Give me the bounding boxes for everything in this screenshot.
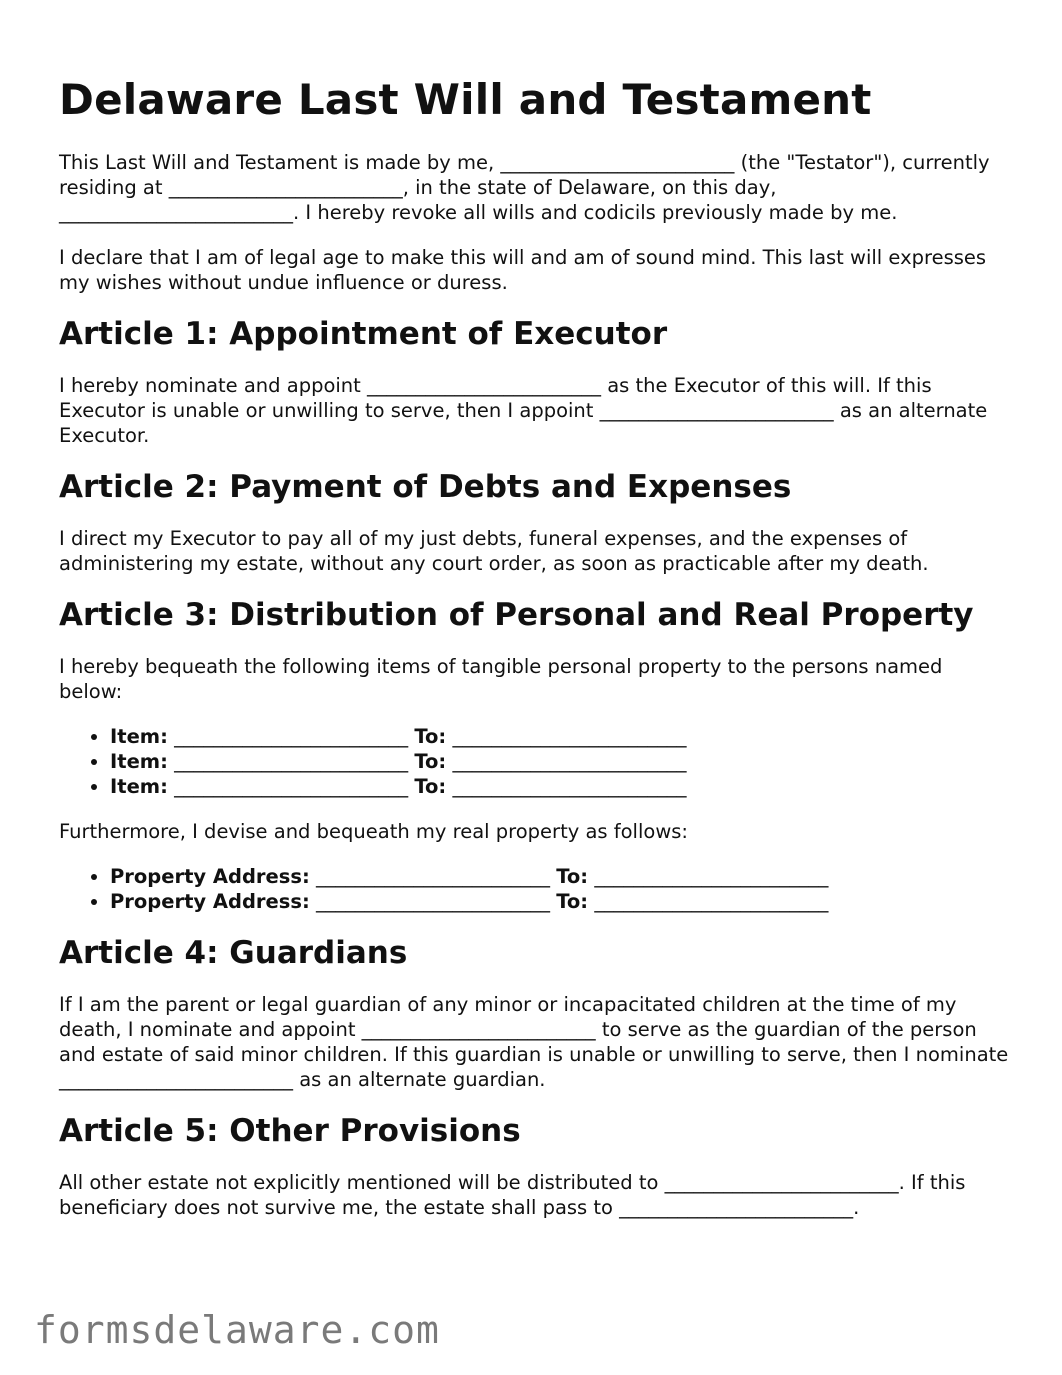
list-item xyxy=(110,774,1009,799)
item-blank: ________________________ xyxy=(174,775,409,798)
property-address-label: Property Address: xyxy=(110,890,310,913)
property-address-label: Property Address: xyxy=(110,865,310,888)
article-4-text: If I am the parent or legal guardian of any minor or incapacitated children at the time of my death, I nominate and appoint ________________________ to serve as the guardian of the person and estate of said minor children. If this guardian is unable or unwilling to serve, then I nominate ________________________ as an alternate guardian. xyxy=(59,993,1009,1091)
article-3-intro: I hereby bequeath the following items of tangible personal property to the persons named below: xyxy=(59,655,943,703)
to-label: To: xyxy=(414,725,447,748)
item-blank: ________________________ xyxy=(174,725,409,748)
personal-property-list xyxy=(59,724,1009,799)
article-4-heading: Article 4: Guardians xyxy=(59,935,408,971)
list-item xyxy=(110,889,1009,914)
address-blank: ________________________ xyxy=(316,890,550,913)
recipient-blank: ________________________ xyxy=(594,865,829,888)
item-label: Item: xyxy=(110,725,168,748)
item-label: Item: xyxy=(110,775,168,798)
intro-paragraph-1: This Last Will and Testament is made by me, ________________________ (the "Testator"), currently residing at ________________________, in the state of Delaware, on this day, ________________________. I hereby revoke all wills and codicils previously made by me. xyxy=(59,151,990,224)
item-label: Item: xyxy=(110,750,168,773)
article-2-text: I direct my Executor to pay all of my just debts, funeral expenses, and the expenses of administering my estate, without any court order, as soon as practicable after my death. xyxy=(59,527,929,575)
site-watermark: formsdelaware.com xyxy=(34,1308,440,1352)
to-label: To: xyxy=(556,890,589,913)
article-1-text: I hereby nominate and appoint ________________________ as the Executor of this will. If this Executor is unable or unwilling to serve, then I appoint ________________________ as an alternate Executor. xyxy=(59,374,988,447)
article-2-heading: Article 2: Payment of Debts and Expenses xyxy=(59,469,792,505)
article-5-text: All other estate not explicitly mentioned will be distributed to ________________________. If this beneficiary does not survive me, the estate shall pass to ________________________. xyxy=(59,1171,966,1219)
real-property-intro: Furthermore, I devise and bequeath my real property as follows: xyxy=(59,820,688,843)
list-item xyxy=(110,724,1009,749)
article-1-heading: Article 1: Appointment of Executor xyxy=(59,316,668,352)
recipient-blank: ________________________ xyxy=(452,750,687,773)
item-blank: ________________________ xyxy=(174,750,409,773)
document-page xyxy=(59,74,1009,1240)
real-property-list xyxy=(59,864,1009,914)
to-label: To: xyxy=(556,865,589,888)
recipient-blank: ________________________ xyxy=(594,890,829,913)
intro-paragraph-2: I declare that I am of legal age to make this will and am of sound mind. This last will expresses my wishes without undue influence or duress. xyxy=(59,246,987,294)
list-item xyxy=(110,864,1009,889)
recipient-blank: ________________________ xyxy=(452,775,687,798)
article-3-heading: Article 3: Distribution of Personal and Real Property xyxy=(59,597,974,633)
document-title: Delaware Last Will and Testament xyxy=(59,75,872,124)
article-5-heading: Article 5: Other Provisions xyxy=(59,1113,521,1149)
address-blank: ________________________ xyxy=(316,865,550,888)
to-label: To: xyxy=(414,775,447,798)
list-item xyxy=(110,749,1009,774)
recipient-blank: ________________________ xyxy=(452,725,687,748)
to-label: To: xyxy=(414,750,447,773)
